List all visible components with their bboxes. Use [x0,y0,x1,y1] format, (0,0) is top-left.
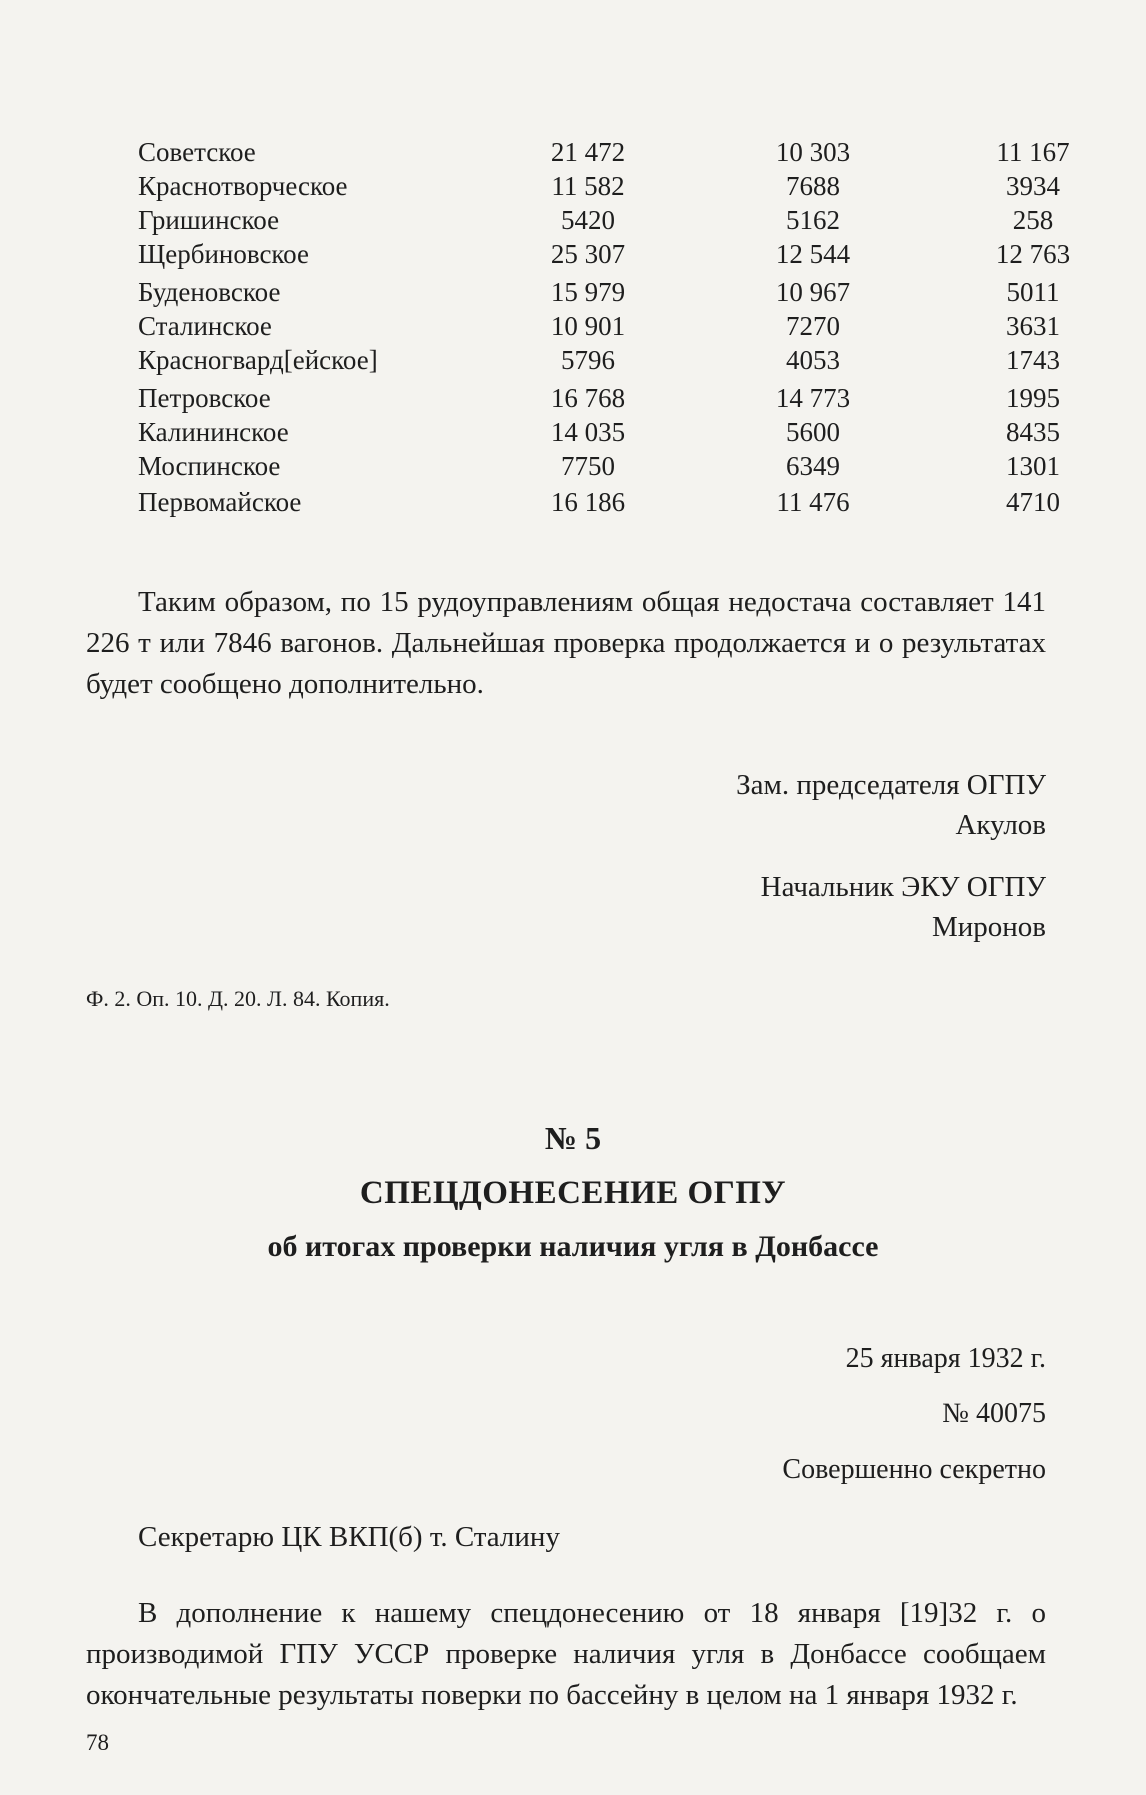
row-value-3: 3934 [1006,171,1060,201]
signature-title: Зам. председателя ОГПУ [736,769,1046,801]
page-number: 78 [86,1730,109,1755]
row-name: Сталинское [138,311,272,341]
table-row [138,487,1060,517]
row-name: Красногвард[ейское] [138,345,378,375]
row-value-3: 12 763 [995,239,1071,269]
classification-stamp: Совершенно секретно [782,1454,1046,1485]
row-name: Краснотворческое [138,171,348,201]
row-value-2: 10 967 [775,277,851,307]
table-row [138,137,1070,167]
row-value-1: 15 979 [550,277,626,307]
row-name: Советское [138,137,256,167]
document-title: СПЕЦДОНЕСЕНИЕ ОГПУ [359,1175,787,1211]
summary-paragraph [86,582,1046,705]
table-row [138,205,1054,235]
row-value-1: 11 582 [551,171,625,201]
table-row [138,171,1060,201]
body-text: В дополнение к нашему спецдонесению от 18 января [19]32 г. о производимой ГПУ УССР проверке наличия угля в Донбассе сообщаем окончательные результаты поверки по бассейну в целом на 1 января 1932 г. [86,1597,1046,1711]
row-value-3: 1743 [1006,345,1060,375]
row-value-1: 5796 [561,345,615,375]
row-value-1: 25 307 [550,239,626,269]
row-value-1: 5420 [561,205,615,235]
row-value-2: 10 303 [775,137,851,167]
signature-title: Начальник ЭКУ ОГПУ [760,871,1046,903]
row-value-1: 21 472 [550,137,626,167]
archive-reference: Ф. 2. Оп. 10. Д. 20. Л. 84. Копия. [86,986,390,1011]
row-value-3: 11 167 [996,137,1070,167]
row-value-3: 8435 [1006,417,1060,447]
registration-number: № 40075 [942,1398,1046,1429]
row-value-3: 5011 [1006,277,1060,307]
summary-text: Таким образом, по 15 рудоуправлениям общая недостача составляет 141 226 т или 7846 вагонов. Дальнейшая проверка продолжается и о результатах будет сообщено дополнительно. [86,586,1046,700]
document-date: 25 января 1932 г. [845,1343,1046,1374]
row-value-2: 5600 [786,417,840,447]
signature-block-2 [761,867,1046,947]
table-row [138,345,1060,375]
signature-name: Миронов [931,911,1046,943]
row-value-3: 1301 [1006,451,1060,481]
row-value-3: 4710 [1006,487,1060,517]
table-row [138,451,1060,481]
row-value-2: 14 773 [775,383,851,413]
signature-block-1 [736,765,1046,845]
row-value-1: 7750 [561,451,615,481]
document-subtitle: об итогах проверки наличия угля в Донбассе [267,1230,879,1263]
row-value-1: 14 035 [550,417,626,447]
table-row [138,383,1060,413]
row-value-2: 11 476 [776,487,850,517]
row-value-2: 7270 [786,311,840,341]
row-value-2: 4053 [786,345,840,375]
body-paragraph [86,1593,1046,1716]
row-name: Моспинское [138,451,281,481]
row-value-2: 5162 [786,205,840,235]
signature-name: Акулов [955,809,1046,841]
row-name: Петровское [138,383,271,413]
addressee: Секретарю ЦК ВКП(б) т. Сталину [138,1521,560,1553]
table-row [138,277,1060,307]
row-value-2: 12 544 [775,239,851,269]
row-value-1: 16 768 [550,383,626,413]
table-row [138,311,1060,341]
table-row [138,239,1071,269]
row-name: Первомайское [138,487,302,517]
row-value-2: 7688 [786,171,840,201]
table-row [138,417,1060,447]
row-value-3: 1995 [1006,383,1060,413]
row-value-3: 258 [1012,205,1054,235]
row-name: Калининское [138,417,289,447]
row-value-1: 16 186 [550,487,626,517]
row-value-1: 10 901 [550,311,626,341]
row-name: Гришинское [138,205,280,235]
row-name: Буденовское [138,277,281,307]
row-value-2: 6349 [786,451,840,481]
document-number: № 5 [544,1120,602,1156]
row-name: Щербиновское [138,239,309,269]
row-value-3: 3631 [1006,311,1060,341]
